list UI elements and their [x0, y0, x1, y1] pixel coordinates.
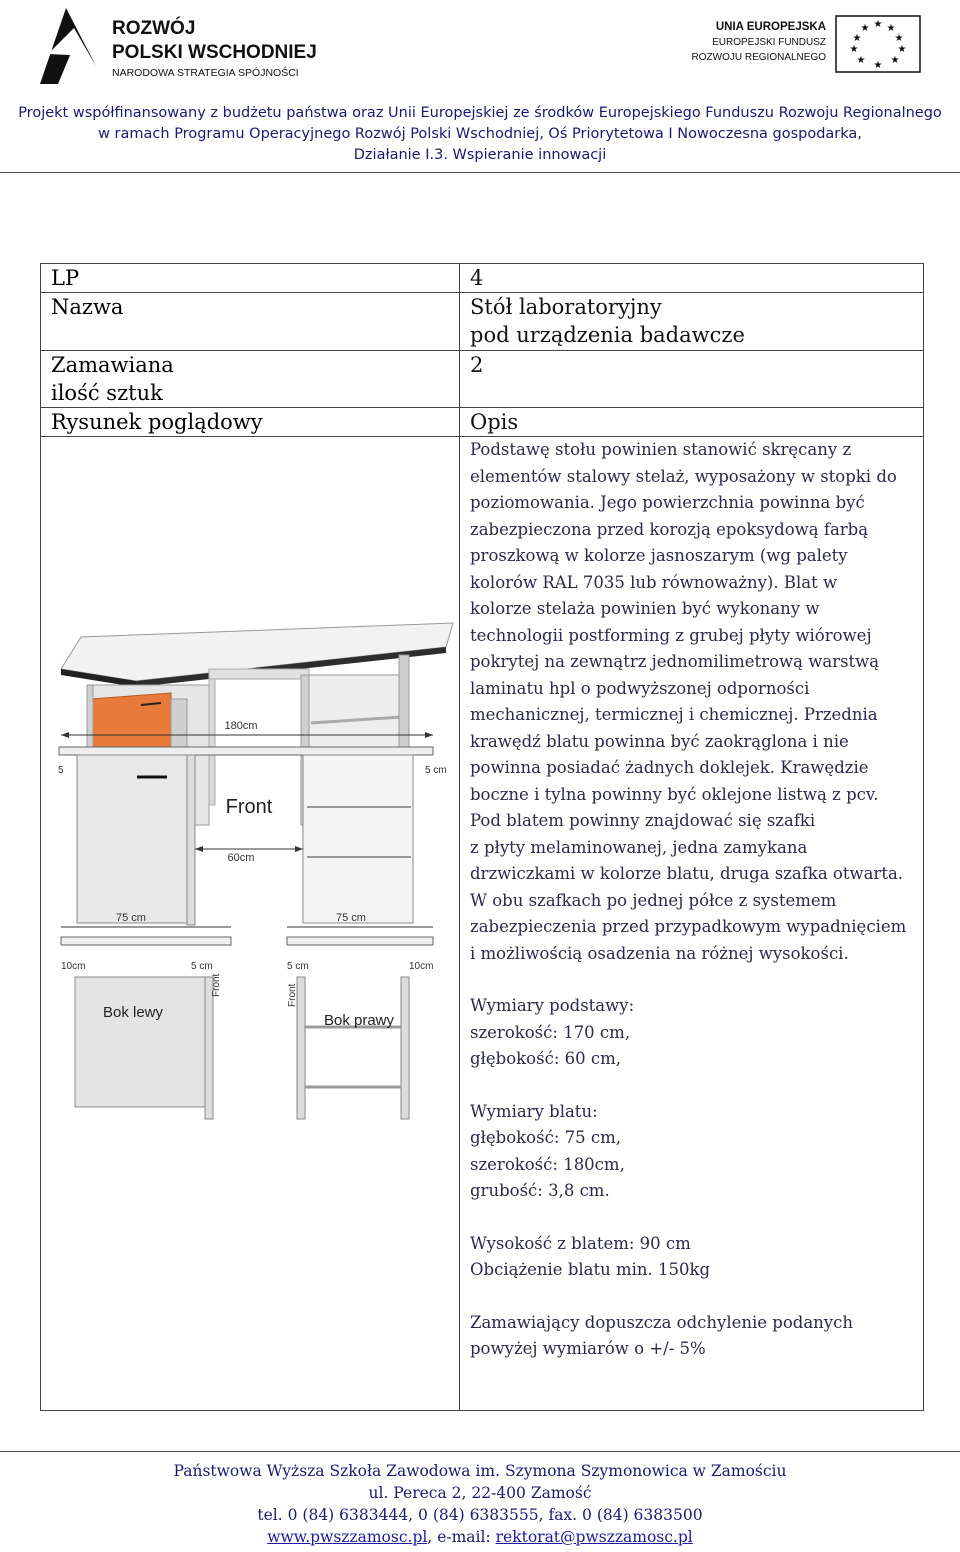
- description-line: kolorze stelaża powinien być wykonany w: [470, 599, 820, 618]
- podstawa-line: Wymiary podstawy:: [470, 996, 635, 1015]
- svg-text:★: ★: [886, 23, 896, 34]
- nazwa-value-line: Stół laboratoryjny: [470, 295, 662, 319]
- blat-block: [470, 1099, 913, 1205]
- project-line: Projekt współfinansowany z budżetu państwa oraz Unii Europejskiej ze środków Europejskiego Funduszu Rozwoju Regionalnego: [18, 105, 942, 121]
- description-line: zabezpieczona przed korozją epoksydową farbą: [470, 519, 869, 539]
- dim-5cm-b: 5 cm: [287, 961, 309, 972]
- description-line: zabezpieczenia przed przypadkowym wypadnięciem: [470, 917, 907, 936]
- description-paragraph: [470, 437, 913, 967]
- footer-divider: [0, 1451, 960, 1452]
- svg-text:★: ★: [894, 33, 904, 44]
- project-line: w ramach Programu Operacyjnego Rozwój Polski Wschodniej, Oś Priorytetowa I Nowoczesna gospodarka,: [98, 126, 862, 142]
- dim-180: 180cm: [224, 720, 258, 732]
- dim-5cm-a: 5 cm: [191, 961, 213, 972]
- drawing-cell: [41, 437, 460, 1411]
- footer-line: ul. Pereca 2, 22-400 Zamość: [368, 1484, 592, 1502]
- podstawa-block: [470, 993, 913, 1073]
- spec-table: [40, 263, 924, 1411]
- odchylenie-block: [470, 1310, 913, 1363]
- project-line: Działanie I.3. Wspieranie innowacji: [353, 147, 607, 163]
- odchylenie-line: powyżej wymiarów o +/- 5%: [470, 1339, 706, 1358]
- front-side-right: Front: [287, 983, 298, 1007]
- description-line: Pod blatem powinny znajdować się szafki: [470, 811, 816, 830]
- ilosc-label-line: Zamawiana: [51, 353, 174, 377]
- footer-contact: [0, 1526, 960, 1548]
- dim-75-right: 75 cm: [336, 912, 366, 924]
- description-line: poziomowania. Jego powierzchnia powinna być: [470, 493, 865, 512]
- description-line: pokrytej na zewnątrz jednomilimetrową warstwą: [470, 652, 880, 671]
- logo-right-line3: ROZWOJU REGIONALNEGO: [691, 52, 826, 63]
- logo-left-line3: NARODOWA STRATEGIA SPÓJNOŚCI: [112, 67, 299, 79]
- nazwa-value-line: pod urządzenia badawcze: [470, 323, 745, 347]
- blat-line: szerokość: 180cm,: [470, 1154, 625, 1174]
- description-line: drzwiczkami w kolorze blatu, druga szafka otwarta.: [470, 864, 904, 883]
- table-drawing: [41, 437, 459, 1137]
- dim-10cm-left: 10cm: [61, 961, 86, 972]
- ilosc-label-line: ilość sztuk: [51, 381, 163, 405]
- dim-5-left: 5: [58, 765, 64, 776]
- bok-prawy-label: Bok prawy: [323, 1012, 395, 1029]
- website-link[interactable]: www.pwszzamosc.pl: [267, 1528, 428, 1546]
- rozwoj-polski-wschodniej-logo: [38, 6, 338, 86]
- svg-text:★: ★: [890, 55, 900, 66]
- lp-value: 4: [460, 264, 924, 293]
- description-line: krawędź blatu powinna być zaokrąglona i nie: [470, 731, 849, 751]
- front-side-left: Front: [211, 973, 222, 997]
- blat-line: grubość: 3,8 cm.: [470, 1181, 610, 1200]
- description-line: W obu szafkach po jednej półce z systemem: [470, 890, 837, 910]
- description-line: kolorów RAL 7035 lub równoważny). Blat w: [470, 572, 838, 592]
- description-line: mechanicznej, termicznej i chemicznej. Przednia: [470, 705, 878, 724]
- svg-text:★: ★: [849, 44, 859, 55]
- front-label: Front: [225, 796, 273, 818]
- side-views: [61, 912, 433, 1119]
- svg-text:★: ★: [860, 23, 870, 34]
- podstawa-line: głębokość: 60 cm,: [470, 1049, 621, 1068]
- project-info: [0, 103, 960, 166]
- description-line: i możliwością osadzenia na różnej wysokości.: [470, 943, 849, 963]
- dim-5cm-right: 5 cm: [425, 765, 447, 776]
- svg-text:★: ★: [873, 19, 883, 30]
- ilosc-label: [41, 351, 460, 408]
- description-line: elementów stalowy stelaż, wyposażony w stopki do: [470, 466, 897, 486]
- logo-left-line2: POLSKI WSCHODNIEJ: [112, 42, 317, 63]
- email-prefix: , e-mail:: [427, 1528, 496, 1546]
- description-line: z płyty melaminowanej, jedna zamykana: [470, 837, 808, 857]
- logo-right-line2: EUROPEJSKI FUNDUSZ: [712, 37, 826, 48]
- dim-60: 60cm: [227, 852, 255, 864]
- nazwa-value: [460, 293, 924, 351]
- wysokosc-line: Obciążenie blatu min. 150kg: [470, 1260, 711, 1279]
- lp-label: LP: [41, 264, 460, 293]
- description-line: boczne i tylna powinny być oklejone listwą z pcv.: [470, 784, 879, 804]
- blat-line: Wymiary blatu:: [470, 1101, 598, 1121]
- email-link[interactable]: rektorat@pwszzamosc.pl: [495, 1528, 693, 1546]
- rysunek-label: Rysunek poglądowy: [41, 408, 460, 437]
- blat-line: głębokość: 75 cm,: [470, 1128, 621, 1147]
- description-line: proszkową w kolorze jasnoszarym (wg palety: [470, 546, 848, 565]
- description-line: technologii postforming z grubej płyty wiórowej: [470, 625, 872, 645]
- footer-line: Państwowa Wyższa Szkoła Zawodowa im. Szymona Szymonowica w Zamościu: [173, 1462, 787, 1480]
- footer-line: tel. 0 (84) 6383444, 0 (84) 6383555, fax. 0 (84) 6383500: [257, 1506, 703, 1524]
- svg-text:★: ★: [873, 60, 883, 71]
- bok-lewy-label: Bok lewy: [102, 1004, 164, 1021]
- logo-left-line1: ROZWÓJ: [112, 18, 196, 39]
- svg-text:★: ★: [856, 55, 866, 66]
- wysokosc-block: [470, 1231, 913, 1284]
- footer: [0, 1460, 960, 1548]
- front-view: [58, 720, 447, 925]
- header-divider: [0, 172, 960, 173]
- dim-75-left: 75 cm: [116, 912, 146, 924]
- description-line: powinna posiadać żadnych doklejek. Krawędzie: [470, 758, 869, 777]
- eu-logo: [688, 14, 928, 74]
- nazwa-label: Nazwa: [41, 293, 460, 351]
- odchylenie-line: Zamawiający dopuszcza odchylenie podanych: [470, 1312, 853, 1332]
- podstawa-line: szerokość: 170 cm,: [470, 1022, 631, 1042]
- wysokosc-line: Wysokość z blatem: 90 cm: [470, 1233, 691, 1253]
- description-line: Podstawę stołu powinien stanowić skręcany z: [470, 440, 852, 459]
- ilosc-value: 2: [460, 351, 924, 408]
- opis-label: Opis: [460, 408, 924, 437]
- svg-text:★: ★: [897, 44, 907, 55]
- description-cell: [460, 437, 924, 1411]
- svg-text:★: ★: [852, 33, 862, 44]
- description-line: laminatu hpl o podwyższonej odporności: [470, 678, 810, 698]
- dim-10cm-right: 10cm: [409, 961, 434, 972]
- logo-right-line1: UNIA EUROPEJSKA: [715, 21, 826, 33]
